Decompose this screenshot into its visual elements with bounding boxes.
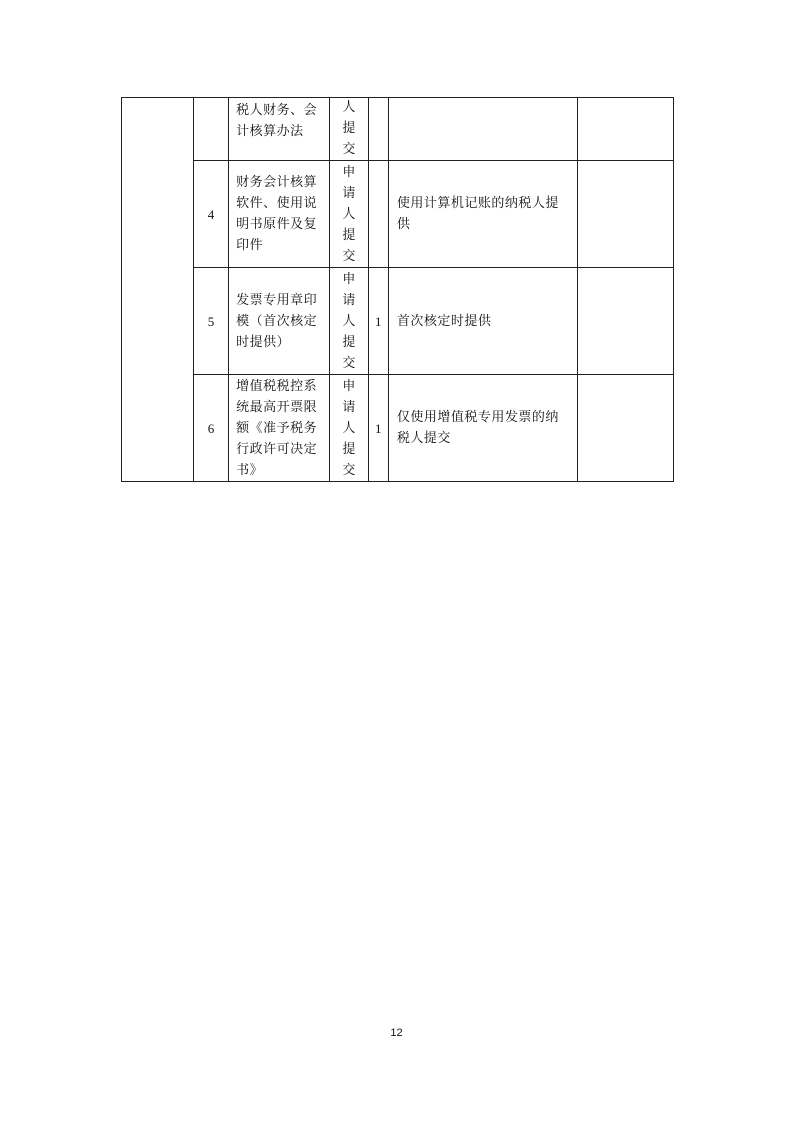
material-source-cell bbox=[330, 161, 368, 268]
table-row bbox=[122, 268, 674, 375]
table-row bbox=[122, 161, 674, 268]
material-source-cell bbox=[330, 375, 368, 482]
table-row bbox=[122, 98, 674, 161]
remarks-cell bbox=[577, 98, 673, 161]
page-number: 12 bbox=[390, 1027, 403, 1039]
material-quantity bbox=[368, 98, 388, 161]
material-note: 首次核定时提供 bbox=[388, 268, 577, 375]
row-number: 6 bbox=[193, 375, 228, 482]
material-note bbox=[388, 98, 577, 161]
material-source: 申请人提交 bbox=[342, 164, 356, 264]
material-source: 申请人提交 bbox=[342, 378, 356, 478]
material-quantity: 1 bbox=[368, 375, 388, 482]
material-source-cell bbox=[330, 98, 368, 161]
material-note: 仅使用增值税专用发票的纳税人提交 bbox=[388, 375, 577, 482]
material-quantity: 1 bbox=[368, 268, 388, 375]
row-number bbox=[193, 98, 228, 161]
material-name: 财务会计核算软件、使用说明书原件及复印件 bbox=[229, 161, 330, 268]
material-source: 人提交 bbox=[342, 100, 356, 157]
materials-table bbox=[121, 97, 674, 482]
material-name: 发票专用章印模（首次核定时提供） bbox=[229, 268, 330, 375]
material-name: 税人财务、会计核算办法 bbox=[229, 98, 330, 161]
material-quantity bbox=[368, 161, 388, 268]
material-note: 使用计算机记账的纳税人提供 bbox=[388, 161, 577, 268]
category-cell bbox=[122, 98, 194, 482]
row-number: 5 bbox=[193, 268, 228, 375]
remarks-cell bbox=[577, 161, 673, 268]
material-source-cell bbox=[330, 268, 368, 375]
row-number: 4 bbox=[193, 161, 228, 268]
remarks-cell bbox=[577, 375, 673, 482]
material-source: 申请人提交 bbox=[342, 271, 356, 371]
table-row bbox=[122, 375, 674, 482]
material-name: 增值税税控系统最高开票限额《准予税务行政许可决定书》 bbox=[229, 375, 330, 482]
remarks-cell bbox=[577, 268, 673, 375]
